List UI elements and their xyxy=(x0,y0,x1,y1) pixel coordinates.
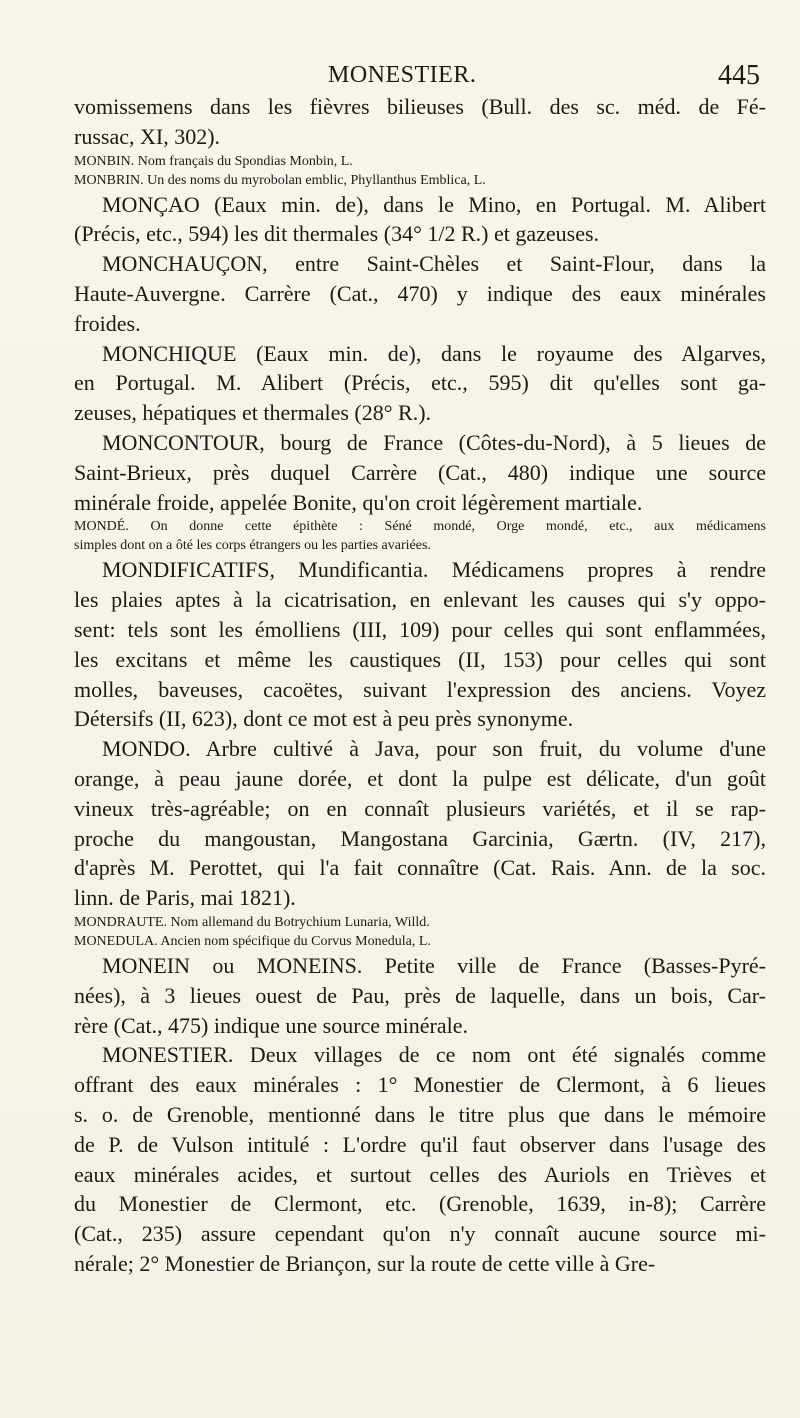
entry xyxy=(74,92,766,152)
small-entry xyxy=(74,932,766,951)
entry xyxy=(74,951,766,1040)
small-entry xyxy=(74,152,766,171)
entry-line: MONEIN ou MONEINS. Petite ville de France (Basses-Pyré- xyxy=(102,952,766,978)
entry-line: sent: tels sont les émolliens (III, 109) pour celles qui sont enflammées, xyxy=(74,616,766,642)
entry-line: MONDÉ. On donne cette épithète : Séné mondé, Orge mondé, etc., aux médicamens xyxy=(74,519,766,535)
entry xyxy=(74,734,766,913)
entry-line: offrant des eaux minérales : 1° Monestier de Clermont, à 6 lieues xyxy=(74,1072,766,1098)
small-entry xyxy=(74,171,766,190)
entry xyxy=(74,339,766,428)
entry-line: eaux minérales acides, et surtout celles des Auriols en Trièves et xyxy=(74,1161,766,1187)
small-entry xyxy=(74,517,766,555)
entry xyxy=(74,555,766,734)
entry-line: d'après M. Perottet, qui l'a fait connaître (Cat. Rais. Ann. de la soc. xyxy=(74,855,766,881)
entry-line: vineux très-agréable; on en connaît plusieurs variétés, et il se rap- xyxy=(74,795,766,821)
entry xyxy=(74,428,766,517)
entry xyxy=(74,249,766,338)
entry-line: (Cat., 235) assure cependant qu'on n'y connaît aucune source mi- xyxy=(74,1221,766,1247)
entry xyxy=(74,1040,766,1278)
entry-line: MONDIFICATIFS, Mundificantia. Médicamens propres à rendre xyxy=(102,557,766,583)
entry-line: proche du mangoustan, Mangostana Garcinia, Gærtn. (IV, 217), xyxy=(74,825,766,851)
entry-line: les plaies aptes à la cicatrisation, en enlevant les causes qui s'y oppo- xyxy=(74,587,766,613)
entry-line: minérale froide, appelée Bonite, qu'on croit légèrement martiale. xyxy=(74,489,643,515)
running-title: MONESTIER. xyxy=(328,62,477,88)
entry-line: simples dont on a ôté les corps étrangers ou les parties avariées. xyxy=(74,538,431,554)
entry-line: du Monestier de Clermont, etc. (Grenoble, 1639, in-8); Carrère xyxy=(74,1191,766,1217)
page-body xyxy=(74,92,766,1279)
entry-line: Haute-Auvergne. Carrère (Cat., 470) y indique des eaux minérales xyxy=(74,280,766,306)
entry-line: MONCHIQUE (Eaux min. de), dans le royaume des Algarves, xyxy=(102,340,766,366)
entry-line: MONCONTOUR, bourg de France (Côtes-du-Nord), à 5 lieues de xyxy=(102,429,766,455)
entry-line: de P. de Vulson intitulé : L'ordre qu'il faut observer dans l'usage des xyxy=(74,1131,766,1157)
entry-line: vomissemens dans les fièvres bilieuses (Bull. des sc. méd. de Fé- xyxy=(74,94,766,119)
entry-line: MONDO. Arbre cultivé à Java, pour son fruit, du volume d'une xyxy=(102,736,766,762)
entry-line: molles, baveuses, cacoëtes, suivant l'expression des anciens. Voyez xyxy=(74,676,766,702)
entry-line: (Précis, etc., 594) les dit thermales (34° 1/2 R.) et gazeuses. xyxy=(74,221,600,247)
entry-line: MONBRIN. Un des noms du myrobolan emblic, Phyllanthus Emblica, L. xyxy=(74,172,486,188)
entry-line: rère (Cat., 475) indique une source minérale. xyxy=(74,1012,469,1038)
entry-line: zeuses, hépatiques et thermales (28° R.). xyxy=(74,400,432,426)
entry-line: orange, à peau jaune dorée, et dont la pulpe est délicate, d'un goût xyxy=(74,765,766,791)
entry xyxy=(74,190,766,250)
entry-line: nées), à 3 lieues ouest de Pau, près de laquelle, dans un bois, Car- xyxy=(74,982,766,1008)
entry-line: s. o. de Grenoble, mentionné dans le titre plus que dans le mémoire xyxy=(74,1101,766,1127)
entry-line: MONDRAUTE. Nom allemand du Botrychium Lunaria, Willd. xyxy=(74,914,430,930)
entry-line: Détersifs (II, 623), dont ce mot est à peu près synonyme. xyxy=(74,706,574,732)
entry-line: MONEDULA. Ancien nom spécifique du Corvus Monedula, L. xyxy=(74,933,431,949)
entry-line: MONBIN. Nom français du Spondias Monbin, L. xyxy=(74,153,353,169)
entry-line: en Portugal. M. Alibert (Précis, etc., 595) dit qu'elles sont ga- xyxy=(74,370,766,396)
entry-line: linn. de Paris, mai 1821). xyxy=(74,885,296,911)
entry-line: Saint-Brieux, près duquel Carrère (Cat., 480) indique une source xyxy=(74,459,766,485)
small-entry xyxy=(74,913,766,932)
entry-line: russac, XI, 302). xyxy=(74,123,221,149)
entry-line: froides. xyxy=(74,310,141,336)
entry-line: MONÇAO (Eaux min. de), dans le Mino, en Portugal. M. Alibert xyxy=(102,191,766,217)
entry-line: MONCHAUÇON, entre Saint-Chèles et Saint-Flour, dans la xyxy=(102,251,766,277)
page-number: 445 xyxy=(718,60,760,91)
entry-line: les excitans et même les caustiques (II, 153) pour celles qui sont xyxy=(74,646,766,672)
entry-line: MONESTIER. Deux villages de ce nom ont été signalés comme xyxy=(102,1042,766,1068)
entry-line: nérale; 2° Monestier de Briançon, sur la route de cette ville à Gre- xyxy=(74,1250,656,1276)
